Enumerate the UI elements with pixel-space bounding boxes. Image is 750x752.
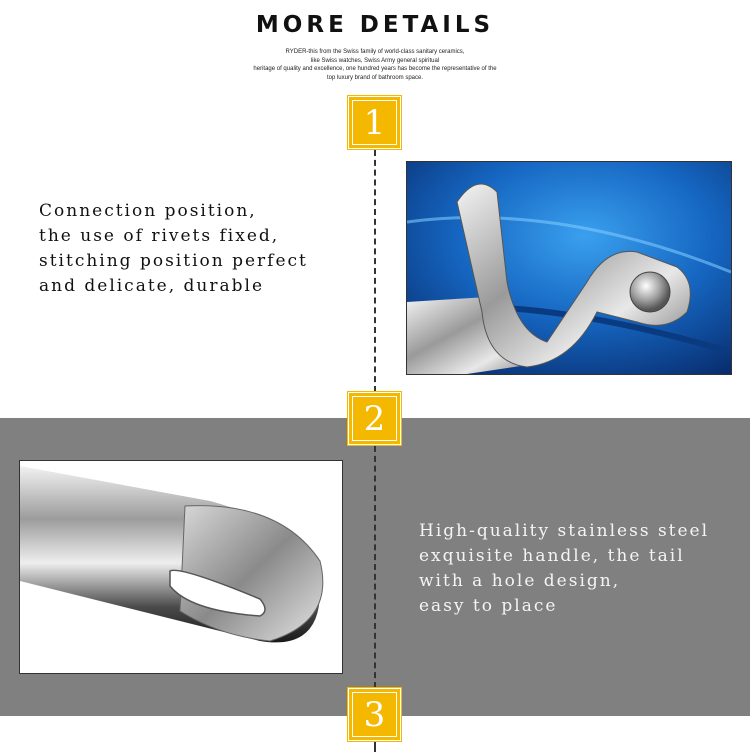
step-badge-2: 2 [348,392,401,445]
dashed-divider [374,741,376,752]
rivet-closeup-photo [406,161,732,375]
description-line: top luxury brand of bathroom space. [326,74,424,81]
step-badge-3: 3 [348,688,401,741]
dashed-divider [374,150,376,392]
description-line: heritage of quality and excellence, one hundred years has become the representative of the [253,66,497,72]
handle-description: High-quality stainless steel exquisite handle, the tail with a hole design, easy to place [419,521,710,616]
step-badge-1: 1 [348,96,401,149]
dashed-divider [374,446,376,688]
description-line: RYDER-this from the Swiss family of world-class sanitary ceramics, [285,49,465,55]
handle-tail-photo [19,460,343,674]
rivet-description: Connection position, the use of rivets fixed, stitching position perfect and delicate, durable [39,201,308,296]
page-title: MORE DETAILS [255,12,495,38]
description-line: like Swiss watches, Swiss Army general spiritual [310,57,440,64]
brand-description [225,48,525,82]
